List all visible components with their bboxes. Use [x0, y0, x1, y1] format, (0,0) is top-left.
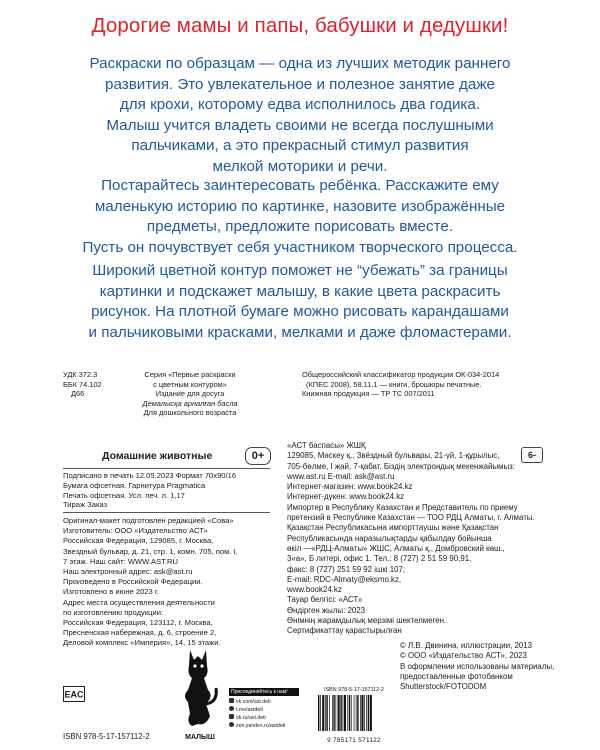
- print-info: [63, 471, 236, 510]
- intro-paragraph: [0, 54, 600, 178]
- age-rating-badge: 0+: [245, 447, 271, 465]
- paragraph-line: мелкой моторики и речи.: [212, 157, 388, 175]
- publisher-line: Деловой комплекс «Империя», 14, 15 этажи.: [63, 638, 221, 648]
- malysh-cat-logo-icon: [176, 644, 224, 742]
- udk-code: УДК 372.3: [63, 370, 98, 379]
- series-info: [128, 370, 252, 418]
- publisher-line: по изготовлению продукции:: [63, 607, 164, 617]
- kz-line: «АСТ баспасы» ЖШҚ: [287, 441, 366, 450]
- social-link-telegram[interactable]: [229, 706, 299, 714]
- print-line: Печать офсетная. Усл. печ. л. 1,17: [63, 490, 185, 500]
- barcode-bar: [351, 695, 352, 731]
- series-line: с цветным контуром»: [153, 379, 227, 389]
- advice-paragraph: [0, 176, 600, 258]
- publisher-line: Российская Федерация, 123112, г. Москва,: [63, 618, 213, 628]
- paragraph-line: развития. Это увлекательное и полезное занятие даже: [105, 75, 495, 93]
- barcode-bar: [320, 695, 321, 731]
- series-line: Для дошкольного возраста: [143, 408, 237, 418]
- paragraph-line: для крохи, которому едва исполнилось два годика.: [119, 96, 481, 114]
- classification-codes: [63, 370, 102, 399]
- print-line: Подписано в печать 12.05.2023 Формат 70х90/16: [63, 471, 237, 480]
- paragraph-line: Малыш учится владеть своими не всегда послушными: [106, 116, 494, 134]
- publisher-line: Изготовитель: ООО «Издательство АСТ»: [63, 526, 208, 536]
- kz-line: Қазақстан Республикасына импорттаушы және Қазақстан: [287, 523, 499, 533]
- barcode-bar: [344, 695, 346, 731]
- barcode-bar: [370, 695, 372, 731]
- publisher-line: Адрес места осуществления деятельности: [63, 597, 215, 607]
- publisher-line: Наш электронный адрес: ask@ast.ru: [63, 567, 193, 577]
- paragraph-line: маленькую историю по картинке, назовите изображённые: [94, 197, 506, 215]
- paragraph-line: Широкий цветной контур поможет не “убежать” за границы: [92, 262, 508, 279]
- barcode-bar: [343, 695, 344, 731]
- barcode-bar: [325, 695, 326, 731]
- classifier-line: (КПЕС 2008), 58.11.1 — книги, брошюры печатные.: [306, 379, 482, 389]
- social-link-vk[interactable]: [229, 698, 299, 706]
- product-classifier: [302, 370, 499, 399]
- barcode-number: 9 785171 571122: [327, 737, 381, 744]
- barcode-bar: [333, 695, 334, 731]
- classifier-line: Общероссийский классификатор продукции ОК-034-2014: [302, 370, 500, 379]
- barcode-bar: [340, 695, 341, 731]
- barcode-bar: [322, 695, 324, 731]
- barcode-bars: [316, 693, 392, 733]
- publisher-line: Пресненская набережная, д. 6, строение 2,: [63, 628, 217, 638]
- kz-line: E-mail: RDC-Almaty@eksmo.kz,: [287, 574, 402, 584]
- social-links: [229, 688, 299, 742]
- social-link-ok[interactable]: [229, 714, 299, 722]
- series-line: Издание для досуга: [155, 389, 225, 399]
- ok-icon: [229, 714, 234, 719]
- credit-line: предоставленные фотобанком: [400, 671, 513, 681]
- publisher-line: Произведено в Российской Федерации.: [63, 577, 203, 587]
- social-link-zen[interactable]: [229, 722, 299, 730]
- paragraph-line: Раскраски по образцам — одна из лучших методик раннего: [89, 55, 511, 72]
- barcode-bar: [349, 695, 350, 731]
- credit-line: © ООО «Издательство АСТ», 2023: [400, 651, 527, 661]
- credit-line: © Л.В. Двинина, иллюстрации, 2013: [400, 641, 533, 650]
- page-heading: Дорогие мамы и папы, бабушки и дедушки!: [91, 14, 509, 37]
- isbn-bottom: ISBN 978-5-17-157112-2: [63, 732, 150, 741]
- barcode-bar: [360, 695, 361, 731]
- publisher-line: 7 этаж. Наш сайт: WWW.AST.RU: [63, 556, 179, 566]
- join-us-label: Присоединяйтесь к нам!: [229, 688, 299, 696]
- credit-line: В оформлении использованы материалы,: [400, 661, 555, 671]
- kz-line: 129085, Мәскеу қ., Звёздный бульвары, 21-үй, 1-құрылыс,: [287, 451, 500, 461]
- kz-line: факс: 8 (727) 251 59 92 ішкі 107;: [287, 564, 406, 574]
- barcode-bar: [338, 695, 340, 731]
- series-line: Серия «Первые раскраски: [144, 370, 236, 379]
- paragraph-line: пальчиками, а это прекрасный стимул развития: [131, 137, 469, 155]
- eac-mark-text: EAC: [64, 689, 84, 700]
- bbk-code: ББК 74.102: [63, 379, 102, 389]
- social-link-text: t.me/astdeti: [236, 707, 263, 713]
- barcode-isbn-text: ISBN 978-5-17-157112-2: [324, 687, 384, 693]
- paragraph-line: предметы, предложите порисовать вместе.: [146, 218, 454, 236]
- kz-line: өкіл —«РДЦ-Алматы» ЖШС, Алматы қ., Домбровский көш.,: [287, 543, 505, 553]
- publisher-line: Российская Федерация, 129085, г. Москва,: [63, 536, 214, 546]
- barcode-bar: [329, 695, 330, 731]
- publisher-line: Звездный бульвар, д. 21, стр. 1, комн. 705, пом. I,: [63, 546, 238, 556]
- barcode-bar: [368, 695, 369, 731]
- social-link-text: ok.ru/ast.deti: [236, 715, 266, 721]
- kz-line: Тауар белгісі: «АСТ»: [287, 595, 363, 605]
- kz-line: Интернет-дүкен: www.book24.kz: [287, 492, 405, 502]
- vk-icon: [229, 698, 234, 703]
- kz-line: Республикасында наразылықтарды қабылдау бойынша: [287, 533, 492, 543]
- kz-line: www.book24.kz: [287, 585, 342, 595]
- zen-icon: [229, 722, 234, 727]
- kz-line: претензий в Республике Казахстан — ТОО РДЦ Алматы, г. Алматы.: [287, 513, 535, 523]
- divider: [63, 512, 270, 513]
- kz-line: Интернет-магазин: www.book24.kz: [287, 482, 413, 492]
- paragraph-line: рисунок. На плотной бумаге можно рисовать карандашами: [91, 303, 509, 321]
- kazakhstan-info: [287, 441, 535, 637]
- book-title: Домашние животные: [102, 450, 213, 462]
- kz-line: Өндірген жылы: 2023: [287, 605, 366, 615]
- kz-line: www.ast.ru E-mail: ask@ast.ru: [287, 471, 395, 481]
- paragraph-line: и пальчиковыми красками, мелками и даже фломастерами.: [88, 323, 512, 341]
- social-link-text: zen.yandex.ru/astdeti: [236, 723, 286, 729]
- eac-mark-icon: [63, 686, 85, 702]
- barcode-bar: [366, 695, 367, 731]
- telegram-icon: [229, 706, 234, 711]
- kz-line: 705-бөлме, I жай, 7-қабат. Біздің электрондық мекенжайымыз:: [287, 461, 515, 471]
- publisher-line: Оригинал-макет подготовлен редакцией «Сова»: [63, 516, 234, 525]
- barcode-bar: [354, 695, 355, 731]
- paragraph-line: Пусть он почувствует себя участником творческого процесса.: [82, 238, 518, 256]
- age-rating-badge-kz: 6-: [521, 447, 543, 463]
- publisher-line: Изготовлено в июне 2023 г.: [63, 587, 159, 597]
- barcode-bar: [364, 695, 365, 731]
- social-link-text: vk.com/ast.deti: [236, 699, 271, 705]
- paragraph-line: картинки и подскажет малышу, в какие цвета раскрасить: [99, 282, 501, 300]
- barcode-bar: [332, 695, 333, 731]
- classifier-line: Книжная продукция — ТР ТС 007/2011: [302, 389, 435, 399]
- barcode-bar: [357, 695, 358, 731]
- author-code: Д66: [71, 389, 85, 399]
- barcode-bar: [347, 695, 348, 731]
- credit-line: Shutterstock/FOTODOM: [400, 682, 487, 692]
- publisher-info: [63, 516, 238, 649]
- divider: [63, 468, 270, 469]
- print-line: Тираж Заказ: [63, 500, 108, 510]
- barcode-bar: [356, 695, 357, 731]
- print-line: Бумага офсетная. Гарнитура Pragmatica: [63, 480, 206, 490]
- isbn-barcode: [316, 687, 392, 743]
- kz-line: Импортер в Республику Казахстан и Представитель по приему: [287, 502, 518, 512]
- kz-line: 3«а», Б литерi, офис 1. Тел.: 8 (727) 2 51 59 90,91,: [287, 554, 472, 564]
- contour-paragraph: [0, 261, 600, 343]
- barcode-bar: [326, 695, 327, 731]
- kz-line: Өнімнің жарамдылық мерзімі шектелмеген.: [287, 616, 447, 626]
- barcode-bar: [361, 695, 363, 731]
- series-line: Демалысқа арналған басла: [142, 398, 238, 408]
- barcode-bar: [336, 695, 337, 731]
- copyright-credits: [400, 641, 554, 692]
- barcode-bar: [318, 695, 319, 731]
- kz-line: Сертификаттау қарастырылған: [287, 626, 402, 636]
- paragraph-line: Постарайтесь заинтересовать ребёнка. Расскажите ему: [101, 177, 499, 194]
- brand-text: МАЛЫШ: [185, 734, 215, 741]
